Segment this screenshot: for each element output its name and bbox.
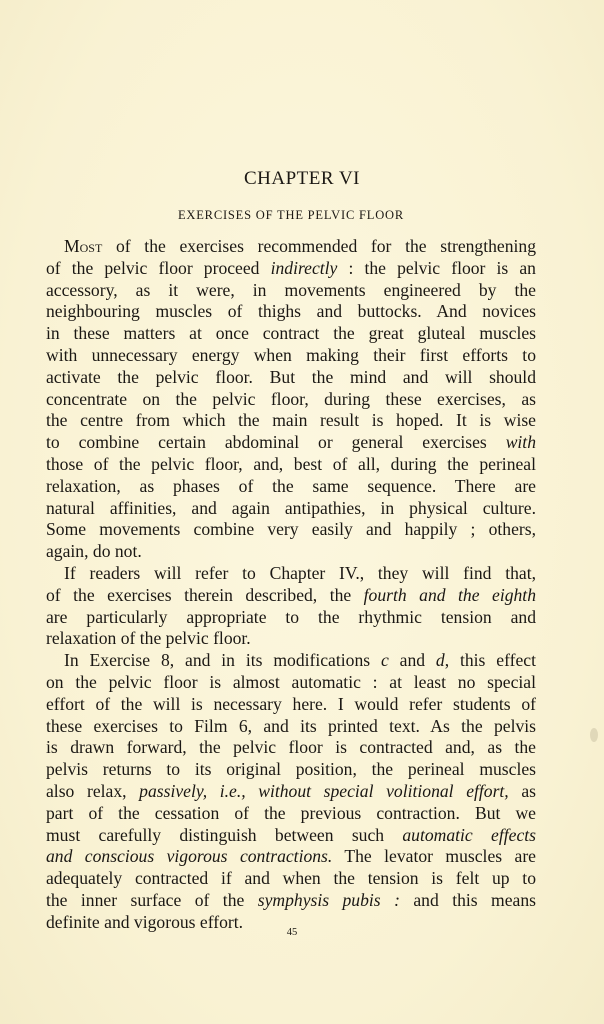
text-line: effort of the will is necessary here. I would refer students of [46,693,536,714]
text-line: activate the pelvic floor. But the mind and will should [46,366,536,387]
text-line: the centre from which the main result is hoped. It is wise [46,410,536,431]
text-line: those of the pelvic floor, and, best of all, during the perineal [46,453,536,474]
text-line: relaxation, as phases of the same sequence. There are [46,475,536,496]
text-line: Some movements combine very easily and happily ; others, [46,519,536,540]
text-line: concentrate on the pelvic floor, during these exercises, as [46,388,536,409]
page-number: 45 [286,927,298,938]
text-line: and conscious vigorous contractions. The levator muscles are [46,846,536,867]
body-text [46,236,536,934]
text-line: In Exercise 8, and in its modifications c and d, this effect [64,650,536,671]
text-line: is drawn forward, the pelvic floor is contracted and, as the [46,737,536,758]
text-line: on the pelvic floor is almost automatic : at least no special [46,671,536,692]
text-line: of the pelvic floor proceed indirectly : the pelvic floor is an [46,257,536,278]
text-line: definite and vigorous effort. [46,911,244,932]
chapter-subtitle: EXERCISES OF THE PELVIC FLOOR [177,208,404,222]
text-line: must carefully distinguish between such automatic effects [46,824,536,845]
text-line: accessory, as it were, in movements engineered by the [46,279,536,300]
text-line: are particularly appropriate to the rhythmic tension and [46,606,536,627]
text-line: pelvis returns to its original position, the perineal muscles [46,759,536,780]
text-line: in these matters at once contract the great gluteal muscles [46,323,536,344]
text-line: with unnecessary energy when making their first efforts to [46,344,536,365]
text-line: again, do not. [46,541,142,562]
text-line: these exercises to Film 6, and its printed text. As the pelvis [46,715,536,736]
text-line: the inner surface of the symphysis pubis : and this means [46,889,536,910]
text-line: to combine certain abdominal or general exercises with [46,432,536,453]
text-line: part of the cessation of the previous contraction. But we [46,802,536,823]
text-line: also relax, passively, i.e., without special volitional effort, as [46,780,537,801]
text-line: relaxation of the pelvic floor. [46,628,251,649]
text-line: Most of the exercises recommended for the strengthening [64,236,536,256]
text-line: of the exercises therein described, the fourth and the eighth [46,584,536,605]
text-line: If readers will refer to Chapter IV., they will find that, [64,562,536,583]
page-edge-mark [590,728,598,742]
text-line: adequately contracted if and when the tension is felt up to [46,868,536,889]
text-line: neighbouring muscles of thighs and buttocks. And novices [46,301,536,322]
chapter-title: CHAPTER VI [243,168,361,189]
text-line: natural affinities, and again antipathies, in physical culture. [46,497,536,518]
